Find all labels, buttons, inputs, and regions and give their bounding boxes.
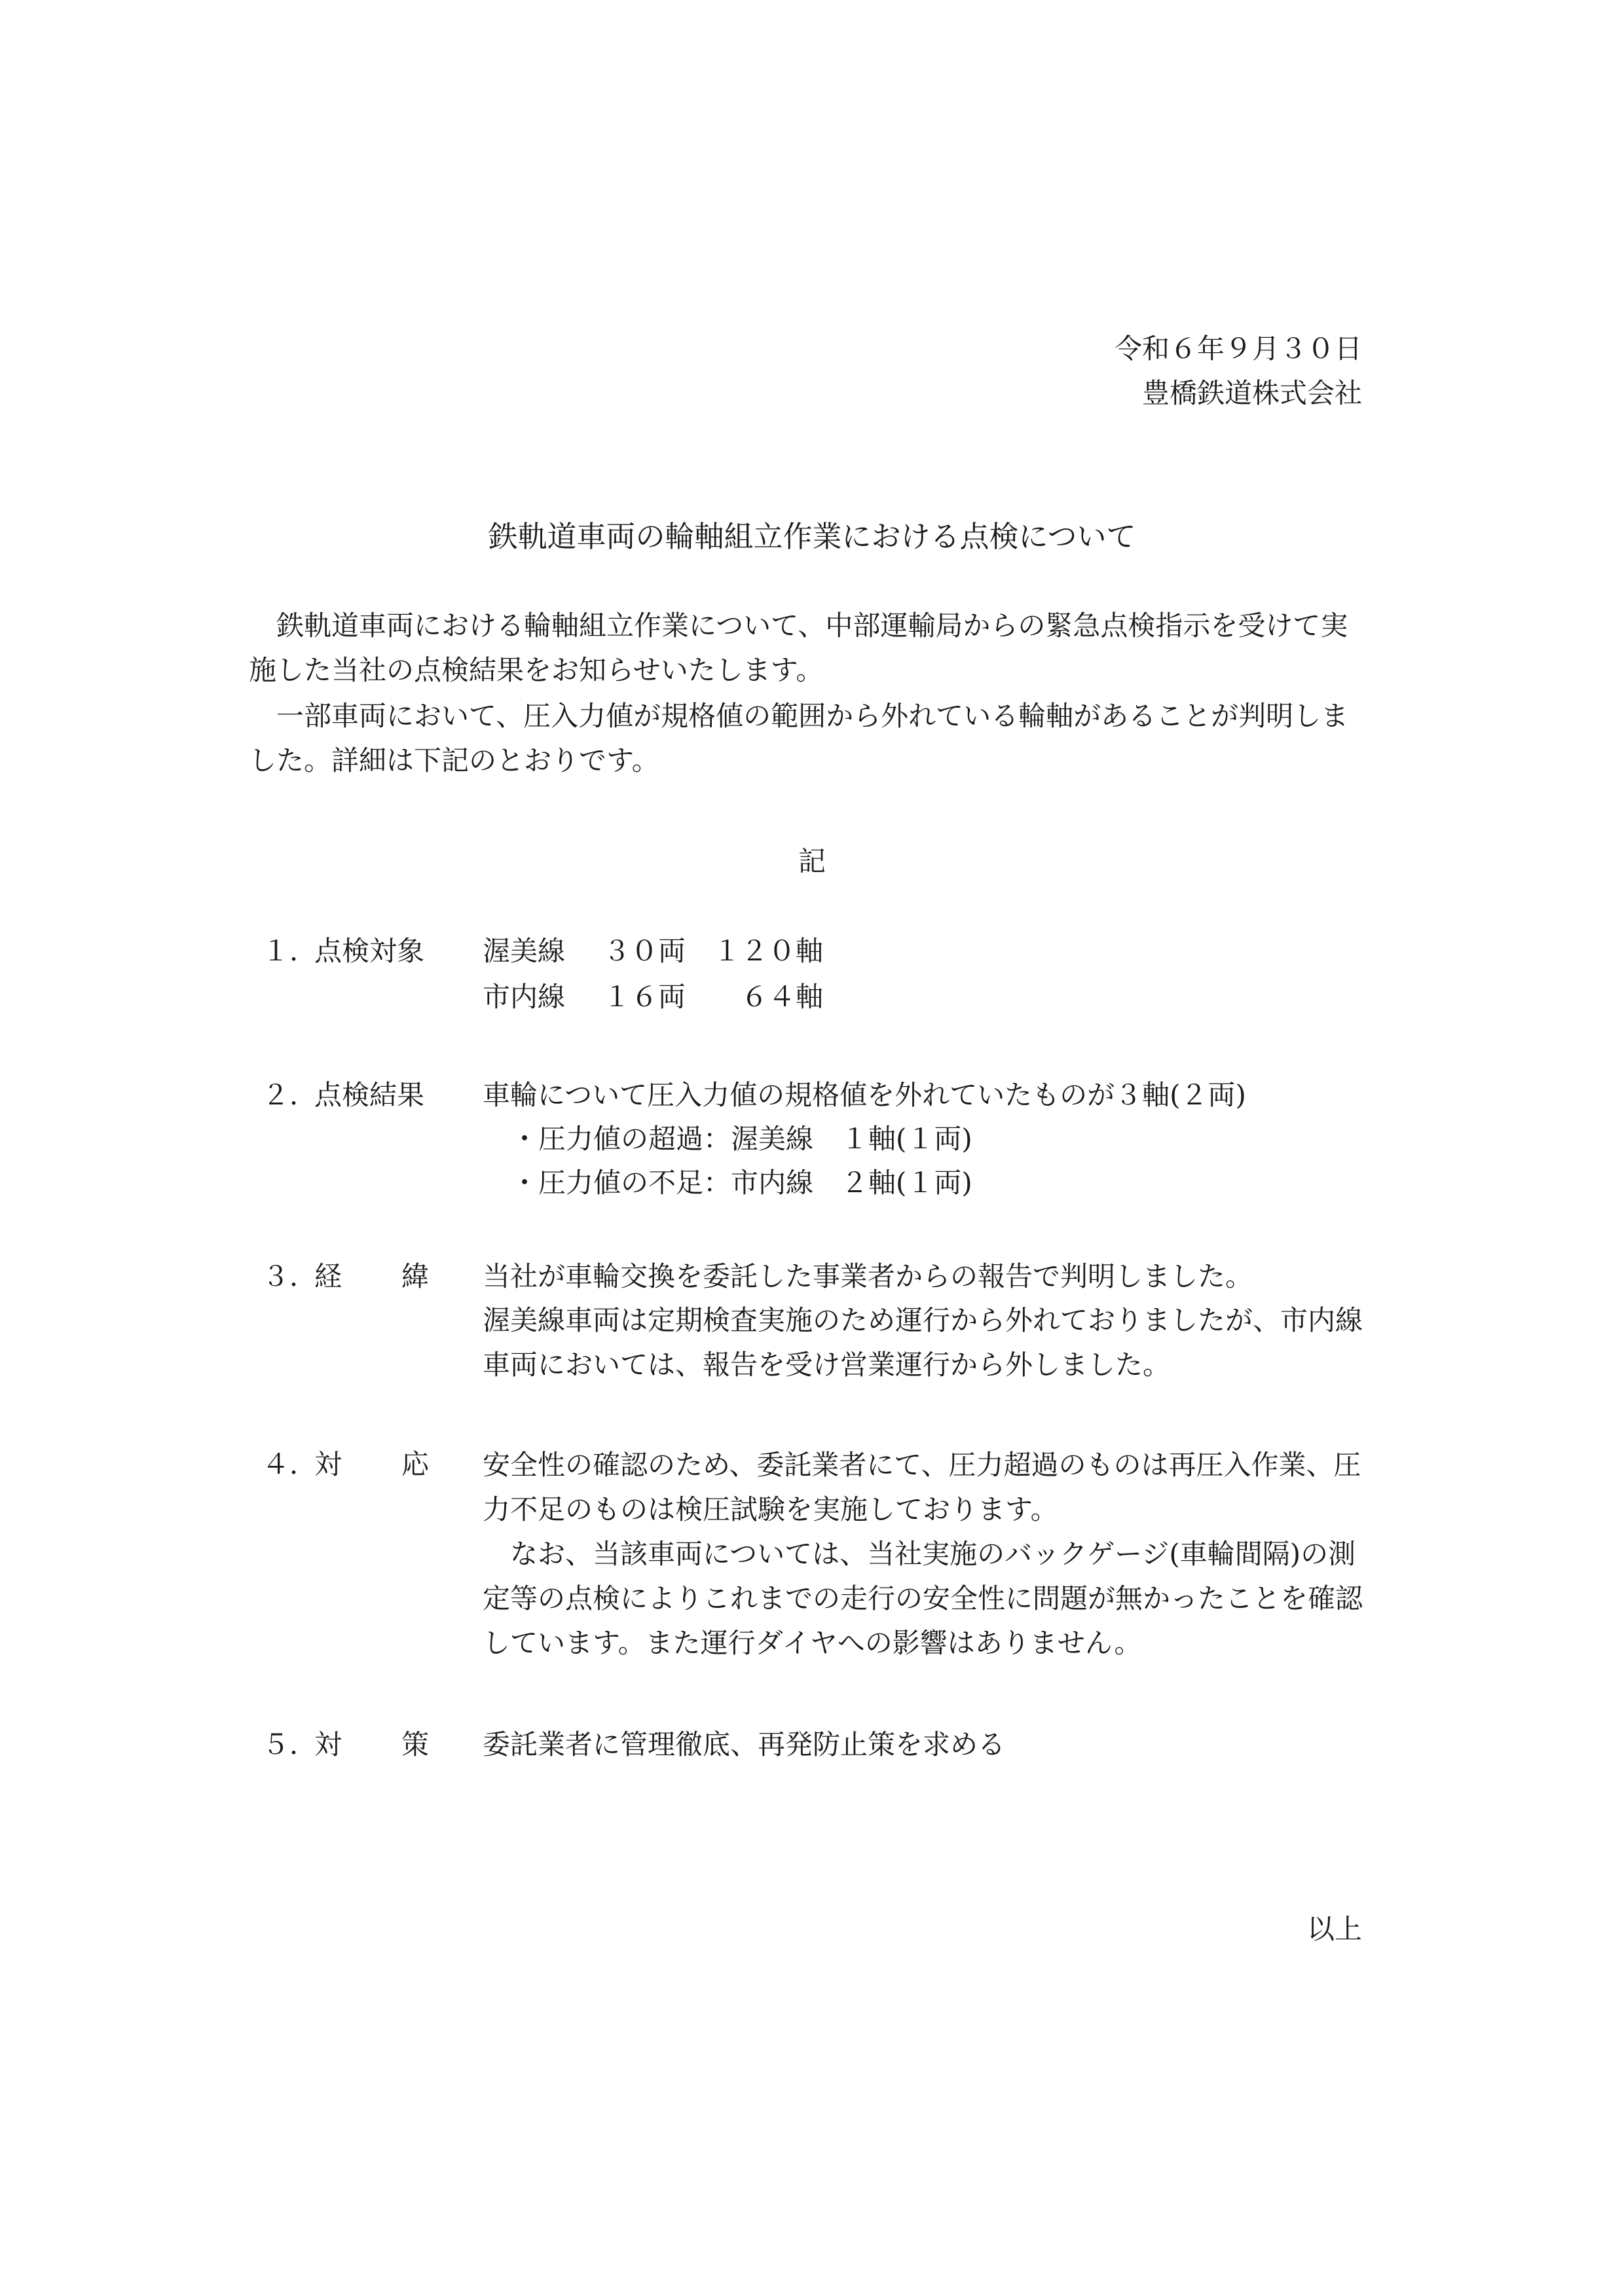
company-name: 豊橋鉄道株式会社 (1141, 377, 1362, 409)
intro-paragraph-1: 鉄軌道車両における輪軸組立作業について、中部運輸局からの緊急点検指示を受けて実施した当社の点検結果をお知らせいたします。 (249, 610, 1348, 686)
document-title: 鉄軌道車両の輪軸組立作業における点検について (488, 519, 1136, 554)
section-5-number: ５． (262, 1728, 318, 1760)
response-paragraph-2: なお、当該車両については、当社実施のバックゲージ(車輪間隔)の測定等の点検によりこれまでの走行の安全性に問題が無かったことを確認しています。また運行ダイヤへの影響はありません。 (483, 1538, 1363, 1659)
section-5-label (314, 1723, 429, 1762)
result-summary: 車輪について圧入力値の規格値を外れていたものが３軸(２両) (483, 1079, 1246, 1111)
closing-text: 以上 (1306, 1913, 1362, 1945)
label-char: 策 (401, 1728, 429, 1760)
section-1-number: １． (262, 935, 318, 967)
result-bullet: ・圧力値の超過：渥美線 １軸(１両) (511, 1123, 972, 1155)
row-line-name: 市内線 (483, 981, 566, 1013)
result-bullet: ・圧力値の不足：市内線 ２軸(１両) (511, 1167, 972, 1199)
row-line-name: 渥美線 (483, 935, 566, 967)
section-4-label (314, 1443, 429, 1482)
countermeasure-text: 委託業者に管理徹底、再発防止策を求める (483, 1728, 1006, 1760)
label-char: 対 (314, 1448, 342, 1480)
row-axles: １２０軸 (712, 935, 823, 967)
section-4-number: ４． (262, 1448, 318, 1480)
ki-heading: 記 (798, 845, 826, 877)
response-paragraph-1: 安全性の確認のため、委託業者にて、圧力超過のものは再圧入作業、圧力不足のものは検圧試験を実施しております。 (483, 1449, 1361, 1525)
document-date: 令和６年９月３０日 (1114, 333, 1362, 365)
label-char: 緯 (401, 1260, 429, 1292)
label-char: 対 (314, 1728, 342, 1760)
background-line-2: 渥美線車両は定期検査実施のため運行から外れておりましたが、市内線車両においては、報告を受け営業運行から外しました。 (483, 1304, 1363, 1381)
inspection-row (483, 975, 823, 1015)
label-char: 応 (401, 1448, 429, 1480)
section-2-label: 点検結果 (314, 1079, 425, 1111)
row-cars: １６両 (602, 981, 686, 1013)
section-3-number: ３． (262, 1260, 318, 1292)
section-2-number: ２． (262, 1079, 318, 1111)
label-char: 経 (314, 1260, 342, 1292)
inspection-row (483, 930, 823, 969)
row-axles: ６４軸 (740, 981, 823, 1013)
section-1-label: 点検対象 (314, 935, 425, 967)
intro-paragraph-2: 一部車両において、圧入力値が規格値の範囲から外れている輪軸があることが判明しました。詳細は下記のとおりです。 (249, 700, 1349, 776)
section-3-label (314, 1255, 429, 1294)
row-cars: ３０両 (602, 935, 686, 967)
background-line-1: 当社が車輪交換を委託した事業者からの報告で判明しました。 (483, 1260, 1253, 1292)
